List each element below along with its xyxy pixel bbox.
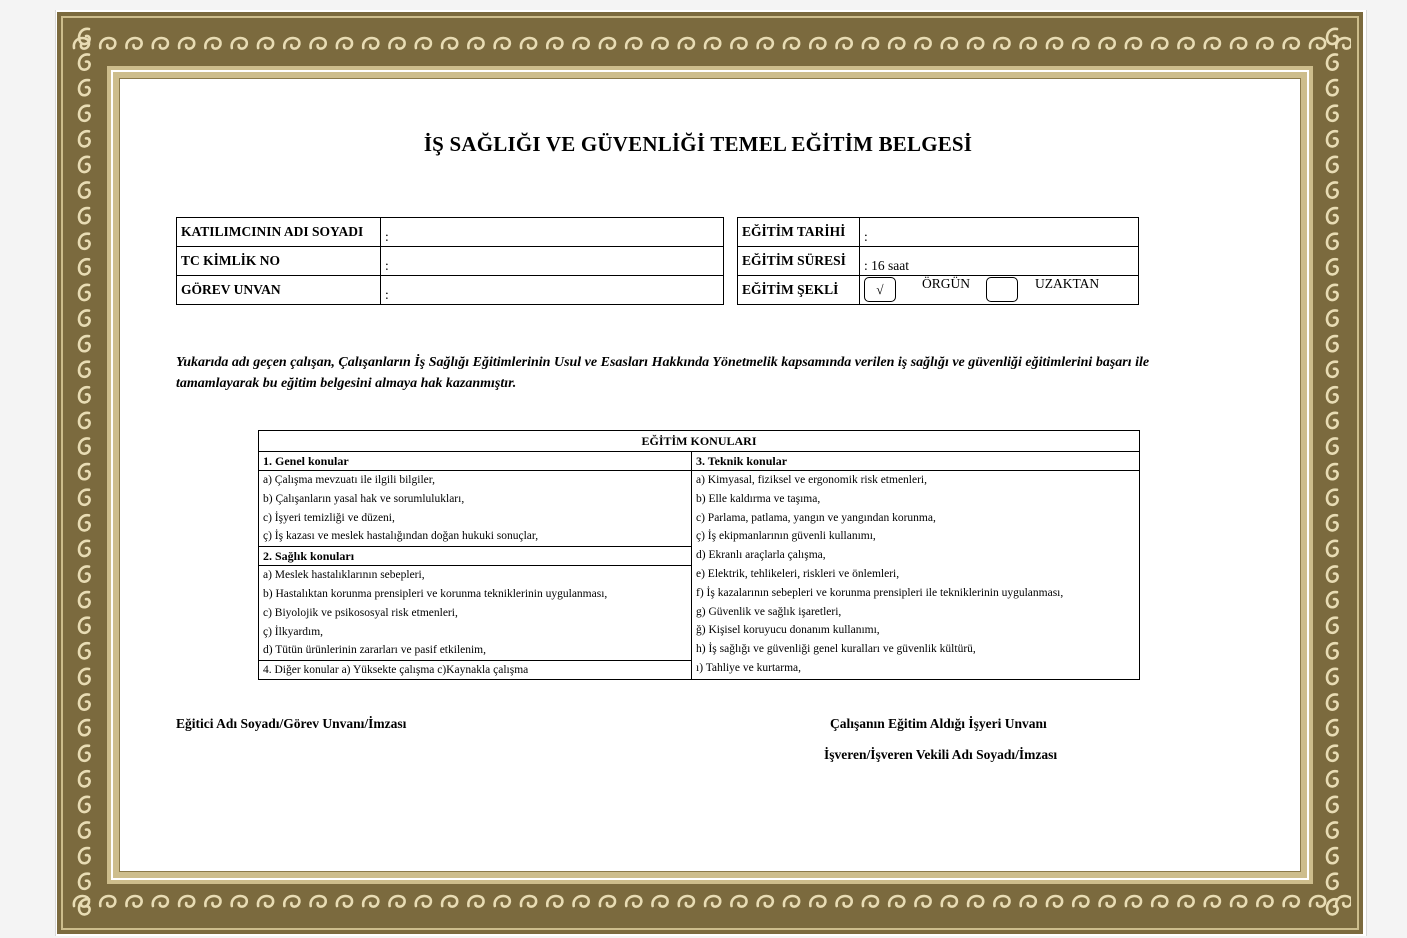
chain-link: [705, 896, 720, 907]
chain-link: [1152, 38, 1167, 49]
chain-link: [1327, 618, 1338, 633]
certificate-title: İŞ SAĞLIĞI VE GÜVENLİĞİ TEMEL EĞİTİM BELGESİ: [423, 132, 973, 156]
chain-link: [784, 38, 799, 49]
chain-link: [179, 38, 194, 49]
chain-link: [1231, 38, 1246, 49]
chain-link: [1327, 387, 1338, 402]
chain-link: [79, 618, 90, 633]
chain-link: [232, 38, 247, 49]
chain-link: [1257, 896, 1272, 907]
list-item: h) İş sağlığı ve güvenliği genel kuralları ve güvenlik kültürü,: [696, 643, 976, 656]
chain-link: [468, 38, 483, 49]
training-date-label: EĞİTİM TARİHİ: [738, 218, 860, 247]
chain-link: [942, 38, 957, 49]
chain-ornament-top: [69, 32, 1351, 58]
chain-link: [153, 38, 168, 49]
chain-link: [79, 234, 90, 249]
chain-link: [79, 720, 90, 735]
chain-link: [79, 566, 90, 581]
training-date-field[interactable]: :: [860, 218, 1139, 247]
chain-link: [79, 490, 90, 505]
chain-link: [126, 38, 141, 49]
chain-link: [1047, 896, 1062, 907]
topics-header: EĞİTİM KONULARI: [259, 431, 1140, 452]
chain-link: [1327, 234, 1338, 249]
chain-link: [784, 896, 799, 907]
chain-link: [79, 208, 90, 223]
chain-link: [442, 896, 457, 907]
chain-link: [79, 694, 90, 709]
list-item: a) Çalışma mevzuatı ile ilgili bilgiler,: [263, 474, 435, 486]
chain-link: [1327, 208, 1338, 223]
chain-link: [837, 896, 852, 907]
list-item: c) Biyolojik ve psikososyal risk etmenleri,: [263, 606, 458, 619]
technical-topics-title: 3. Teknik konular: [692, 452, 1140, 471]
list-item: a) Kimyasal, fiziksel ve ergonomik risk etmenleri,: [696, 474, 927, 486]
chain-link: [1021, 38, 1036, 49]
chain-link: [652, 38, 667, 49]
health-topics-list: [259, 566, 692, 661]
chain-link: [79, 874, 90, 889]
chain-link: [679, 38, 694, 49]
chain-link: [79, 797, 90, 812]
chain-link: [205, 38, 220, 49]
chain-link: [79, 771, 90, 786]
list-item: ç) İş kazası ve meslek hastalığından doğan hukuki sonuçlar,: [263, 530, 539, 543]
chain-link: [79, 464, 90, 479]
chain-link: [100, 38, 115, 49]
table-row: [259, 431, 1140, 452]
list-item: ç) İlkyardım,: [263, 625, 324, 638]
chain-link: [652, 896, 667, 907]
chain-link: [100, 896, 115, 907]
chain-link: [258, 896, 273, 907]
chain-link: [1327, 106, 1338, 121]
chain-link: [79, 362, 90, 377]
chain-link: [1021, 896, 1036, 907]
chain-link: [416, 896, 431, 907]
table-row: [738, 276, 1139, 305]
list-item: ı) Tahliye ve kurtarma,: [696, 661, 801, 674]
other-topics: 4. Diğer konular a) Yüksekte çalışma c)Kaynakla çalışma: [259, 661, 692, 680]
chain-link: [79, 157, 90, 172]
table-row: [259, 452, 1140, 471]
trainer-signature-label: Eğitici Adı Soyadı/Görev Unvanı/İmzası: [176, 716, 407, 731]
chain-link: [705, 38, 720, 49]
chain-link: [1152, 896, 1167, 907]
health-topics-title: 2. Sağlık konuları: [259, 547, 692, 566]
table-row: [177, 218, 724, 247]
list-item: b) Çalışanların yasal hak ve sorumlulukları,: [263, 492, 465, 505]
chain-link: [1178, 38, 1193, 49]
chain-link: [284, 896, 299, 907]
chain-link: [1327, 362, 1338, 377]
list-item: d) Ekranlı araçlarla çalışma,: [696, 549, 826, 562]
list-item: b) Hastalıktan korunma prensipleri ve korunma tekniklerinin uygulanması,: [263, 587, 608, 600]
chain-link: [863, 896, 878, 907]
chain-link: [889, 896, 904, 907]
chain-link: [79, 259, 90, 274]
chain-link: [1327, 541, 1338, 556]
chain-link: [626, 38, 641, 49]
training-topics-table: [258, 430, 1140, 680]
chain-ornament-right: [1321, 24, 1347, 922]
chain-link: [1257, 38, 1272, 49]
chain-link: [837, 38, 852, 49]
job-title-field[interactable]: :: [381, 276, 724, 305]
chain-link: [758, 38, 773, 49]
chain-link: [495, 896, 510, 907]
chain-link: [1327, 899, 1338, 914]
chain-link: [389, 896, 404, 907]
general-topics-list: [259, 471, 692, 547]
chain-link: [337, 896, 352, 907]
chain-link: [574, 896, 589, 907]
uzaktan-checkbox[interactable]: [986, 277, 1018, 302]
chain-link: [1327, 438, 1338, 453]
chain-link: [994, 38, 1009, 49]
chain-link: [79, 106, 90, 121]
chain-link: [731, 896, 746, 907]
list-item: d) Tütün ürünlerinin zararları ve pasif etkilenim,: [263, 644, 487, 657]
chain-link: [1327, 694, 1338, 709]
chain-link: [758, 896, 773, 907]
chain-link: [600, 38, 615, 49]
chain-link: [1327, 822, 1338, 837]
chain-link: [574, 38, 589, 49]
chain-link: [1327, 157, 1338, 172]
chain-link: [1205, 38, 1220, 49]
chain-link: [731, 38, 746, 49]
chain-link: [79, 515, 90, 530]
chain-link: [179, 896, 194, 907]
chain-link: [1327, 490, 1338, 505]
chain-link: [1327, 643, 1338, 658]
tc-id-label: TC KİMLİK NO: [177, 247, 381, 276]
job-title-label: GÖREV UNVAN: [177, 276, 381, 305]
chain-link: [810, 38, 825, 49]
chain-link: [547, 896, 562, 907]
chain-link: [1327, 771, 1338, 786]
chain-link: [79, 54, 90, 69]
chain-link: [79, 413, 90, 428]
chain-link: [79, 899, 90, 914]
chain-link: [968, 38, 983, 49]
chain-link: [1327, 797, 1338, 812]
completion-statement: Yukarıda adı geçen çalışan, Çalışanların İş Sağlığı Eğitimlerinin Usul ve Esasları Hakkında Yönetmelik kapsamında verilen iş sağlığı ve güvenliği eğitimlerini başarı ile tamamlayarak bu eğitim belgesini almaya hak kazanmıştır.: [176, 355, 1150, 391]
chain-link: [810, 896, 825, 907]
chain-link: [1231, 896, 1246, 907]
chain-link: [337, 38, 352, 49]
chain-link: [1100, 896, 1115, 907]
uzaktan-label: UZAKTAN: [1035, 276, 1100, 291]
table-row: [738, 218, 1139, 247]
list-item: ğ) Kişisel koruyucu donanım kullanımı,: [696, 624, 880, 637]
chain-link: [79, 285, 90, 300]
table-row: [259, 471, 1140, 547]
chain-link: [416, 38, 431, 49]
participant-info-table: [176, 217, 724, 305]
chain-link: [1073, 38, 1088, 49]
chain-link: [915, 38, 930, 49]
chain-link: [1327, 566, 1338, 581]
tc-id-field[interactable]: :: [381, 247, 724, 276]
chain-link: [1327, 336, 1338, 351]
chain-link: [1047, 38, 1062, 49]
chain-link: [1327, 413, 1338, 428]
training-type-options: [860, 276, 1139, 305]
employer-signature-label: İşveren/İşveren Vekili Adı Soyadı/İmzası: [824, 747, 1058, 762]
chain-link: [495, 38, 510, 49]
training-type-label: EĞİTİM ŞEKLİ: [738, 276, 860, 305]
list-item: e) Elektrik, tehlikeleri, riskleri ve önlemleri,: [696, 567, 900, 580]
chain-link: [79, 182, 90, 197]
chain-link: [1327, 720, 1338, 735]
chain-link: [79, 822, 90, 837]
chain-link: [1327, 848, 1338, 863]
chain-link: [311, 38, 326, 49]
chain-link: [79, 746, 90, 761]
chain-link: [1327, 464, 1338, 479]
chain-link: [1327, 80, 1338, 95]
chain-link: [1178, 896, 1193, 907]
chain-link: [1327, 310, 1338, 325]
list-item: c) Parlama, patlama, yangın ve yangından korunma,: [696, 511, 936, 524]
chain-link: [600, 896, 615, 907]
chain-link: [942, 896, 957, 907]
chain-link: [79, 387, 90, 402]
technical-topics-list: [692, 471, 1140, 680]
participant-name-field[interactable]: :: [381, 218, 724, 247]
orgun-label: ÖRGÜN: [922, 276, 971, 291]
workplace-title-label: Çalışanın Eğitim Aldığı İşyeri Unvanı: [830, 716, 1047, 731]
chain-link: [79, 80, 90, 95]
chain-link: [968, 896, 983, 907]
chain-link: [1205, 896, 1220, 907]
chain-link: [521, 896, 536, 907]
list-item: a) Meslek hastalıklarının sebepleri,: [263, 569, 425, 582]
chain-link: [79, 669, 90, 684]
chain-link: [442, 38, 457, 49]
list-item: b) Elle kaldırma ve taşıma,: [696, 492, 821, 505]
chain-link: [363, 896, 378, 907]
chain-link: [1126, 38, 1141, 49]
chain-link: [79, 336, 90, 351]
chain-link: [389, 38, 404, 49]
chain-link: [79, 29, 90, 44]
chain-link: [1327, 874, 1338, 889]
training-duration-field[interactable]: : 16 saat: [860, 247, 1139, 276]
chain-link: [1100, 38, 1115, 49]
chain-link: [284, 38, 299, 49]
chain-link: [1327, 592, 1338, 607]
chain-link: [626, 896, 641, 907]
chain-link: [994, 896, 1009, 907]
chain-link: [205, 896, 220, 907]
chain-link: [153, 896, 168, 907]
chain-link: [1327, 29, 1338, 44]
chain-link: [258, 38, 273, 49]
chain-link: [79, 848, 90, 863]
chain-link: [1284, 38, 1299, 49]
chain-link: [1327, 746, 1338, 761]
chain-link: [1327, 515, 1338, 530]
chain-link: [79, 643, 90, 658]
chain-link: [1327, 285, 1338, 300]
list-item: f) İş kazalarının sebepleri ve korunma prensipleri ile tekniklerinin uygulanması,: [696, 586, 1064, 599]
chain-link: [79, 310, 90, 325]
chain-link: [1327, 54, 1338, 69]
list-item: c) İşyeri temizliği ve düzeni,: [263, 511, 395, 524]
list-item: ç) İş ekipmanlarının güvenli kullanımı,: [696, 530, 876, 543]
table-row: [177, 276, 724, 305]
training-duration-label: EĞİTİM SÜRESİ: [738, 247, 860, 276]
chain-link: [311, 896, 326, 907]
chain-link: [1284, 896, 1299, 907]
chain-link: [679, 896, 694, 907]
chain-link: [363, 38, 378, 49]
chain-link: [79, 438, 90, 453]
training-info-table: [737, 217, 1139, 305]
table-row: [738, 247, 1139, 276]
chain-link: [1327, 259, 1338, 274]
participant-name-label: KATILIMCININ ADI SOYADI: [177, 218, 381, 247]
chain-link: [232, 896, 247, 907]
chain-link: [521, 38, 536, 49]
chain-ornament-bottom: [69, 890, 1351, 916]
chain-link: [79, 592, 90, 607]
chain-link: [863, 38, 878, 49]
table-row: [177, 247, 724, 276]
list-item: g) Güvenlik ve sağlık işaretleri,: [696, 605, 842, 618]
chain-link: [126, 896, 141, 907]
chain-link: [1327, 182, 1338, 197]
chain-ornament-left: [73, 24, 99, 922]
orgun-checkbox[interactable]: √: [864, 277, 896, 302]
chain-link: [547, 38, 562, 49]
chain-link: [1327, 669, 1338, 684]
chain-link: [1073, 896, 1088, 907]
chain-link: [1126, 896, 1141, 907]
general-topics-title: 1. Genel konular: [259, 452, 692, 471]
chain-link: [915, 896, 930, 907]
chain-link: [79, 541, 90, 556]
chain-link: [468, 896, 483, 907]
chain-link: [889, 38, 904, 49]
